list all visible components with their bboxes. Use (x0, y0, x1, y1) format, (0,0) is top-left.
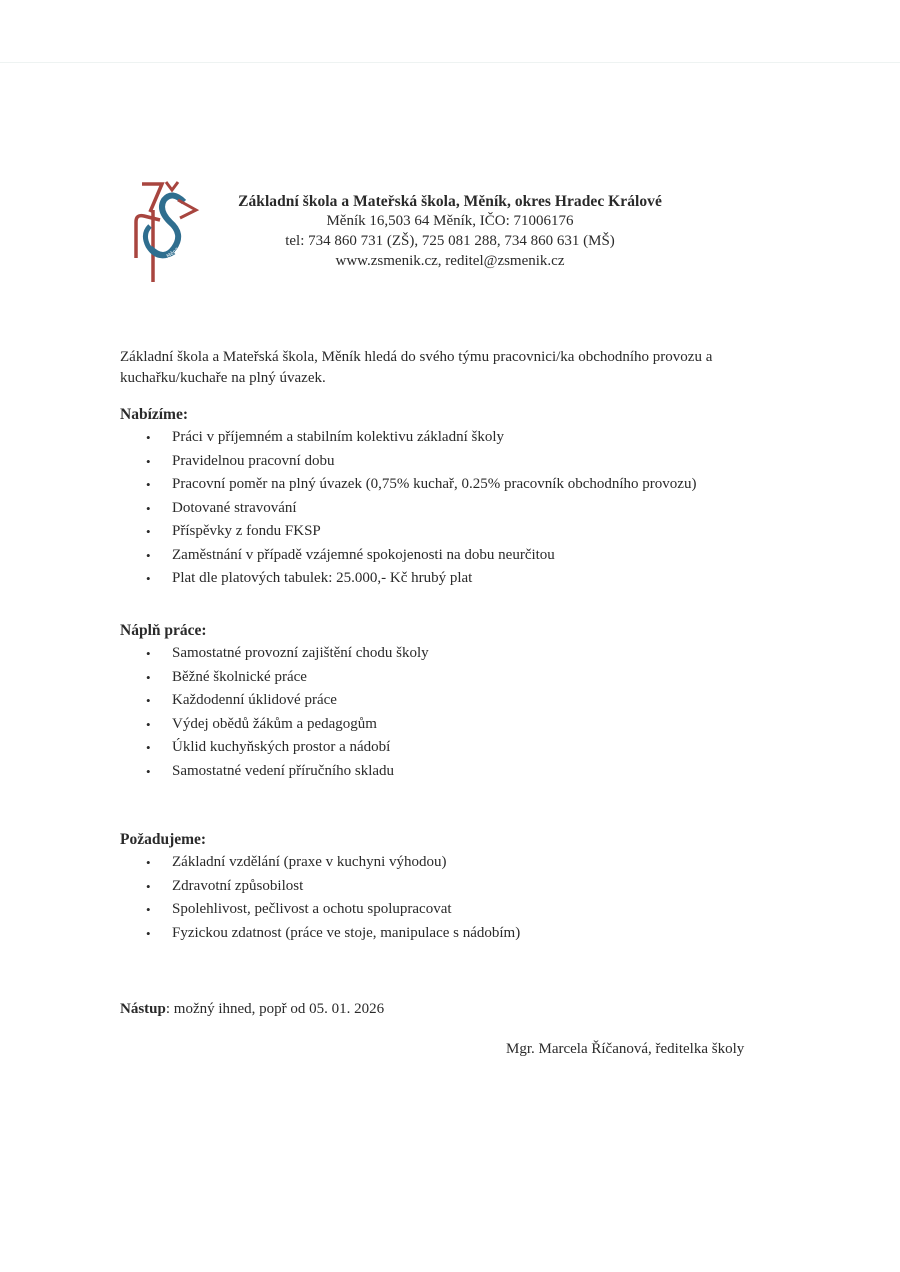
bullet-icon: • (146, 740, 151, 755)
list-item: • Příspěvky z fondu FKSP (120, 520, 696, 544)
logo-caron (166, 182, 178, 190)
bullet-icon: • (146, 763, 151, 779)
start-label: Nástup (120, 1001, 166, 1017)
signature-line: Mgr. Marcela Říčanová, ředitelka školy (506, 1041, 745, 1057)
logo-arrow (178, 200, 196, 218)
list-item: • Samostatné vedení příručního skladu (120, 760, 429, 784)
list-item: • Samostatné provozní zajištění chodu školy (120, 642, 429, 666)
logo-caption: Měník (165, 246, 182, 260)
list-item: • Práci v příjemném a stabilním kolektivu základní školy (120, 426, 696, 450)
bullet-icon: • (146, 477, 151, 492)
bullet-icon: • (146, 716, 151, 732)
address-line: Měník 16,503 64 Měník, IČO: 71006176 (326, 213, 574, 229)
letterhead (215, 192, 685, 271)
bullet-icon: • (146, 453, 151, 469)
list-item: • Zaměstnání v případě vzájemné spokojenosti na dobu neurčitou (120, 544, 696, 568)
organization-name: Základní škola a Mateřská škola, Měník, okres Hradec Králové (238, 193, 662, 210)
list-item: • Spolehlivost, pečlivost a ochotu spolupracovat (120, 898, 520, 922)
section-title: Požadujeme: (120, 831, 207, 848)
school-logo (128, 178, 200, 286)
bullet-icon: • (146, 693, 151, 708)
bullet-icon: • (146, 855, 151, 870)
section-duties (120, 620, 429, 783)
duties-list (120, 642, 429, 783)
start-text: : možný ihned, popř od 05. 01. 2026 (165, 1001, 385, 1017)
bullet-icon: • (146, 571, 151, 586)
section-title: Nabízíme: (120, 406, 189, 423)
bullet-icon: • (146, 669, 151, 685)
bullet-icon: • (146, 524, 151, 539)
list-item: • Každodenní úklidové práce (120, 689, 429, 713)
list-item: • Dotované stravování (120, 497, 696, 521)
phone-line: tel: 734 860 731 (ZŠ), 725 081 288, 734 860 631 (MŠ) (285, 233, 615, 249)
list-item: • Fyzickou zdatnost (práce ve stoje, manipulace s nádobím) (120, 922, 520, 946)
bullet-icon: • (146, 646, 151, 661)
bullet-icon: • (146, 500, 151, 516)
bullet-icon: • (146, 878, 151, 894)
list-item: • Základní vzdělání (praxe v kuchyni výhodou) (120, 851, 520, 875)
bullet-icon: • (146, 430, 151, 445)
section-title: Náplň práce: (120, 622, 207, 639)
bullet-icon: • (146, 925, 151, 941)
bullet-icon: • (146, 902, 151, 917)
list-item: • Plat dle platových tabulek: 25.000,- Kč hrubý plat (120, 567, 696, 591)
list-item: • Zdravotní způsobilost (120, 875, 520, 899)
requirements-list (120, 851, 520, 945)
list-item: • Běžné školnické práce (120, 666, 429, 690)
list-item: • Pracovní poměr na plný úvazek (0,75% kuchař, 0.25% pracovník obchodního provozu) (120, 473, 696, 497)
start-date-line (120, 1001, 384, 1018)
section-offer (120, 404, 696, 591)
section-requirements (120, 829, 520, 945)
web-email-line[interactable]: www.zsmenik.cz, reditel@zsmenik.cz (335, 253, 565, 269)
list-item: • Výdej obědů žákům a pedagogům (120, 713, 429, 737)
offer-list (120, 426, 696, 591)
list-item: • Pravidelnou pracovní dobu (120, 450, 696, 474)
bullet-icon: • (146, 547, 151, 563)
intro-paragraph: Základní škola a Mateřská škola, Měník hledá do svého týmu pracovnici/ka obchodního provozu a kuchařku/kuchaře na plný úvazek. (120, 349, 713, 386)
scan-edge-line (0, 62, 900, 63)
list-item: • Úklid kuchyňských prostor a nádobí (120, 736, 429, 760)
